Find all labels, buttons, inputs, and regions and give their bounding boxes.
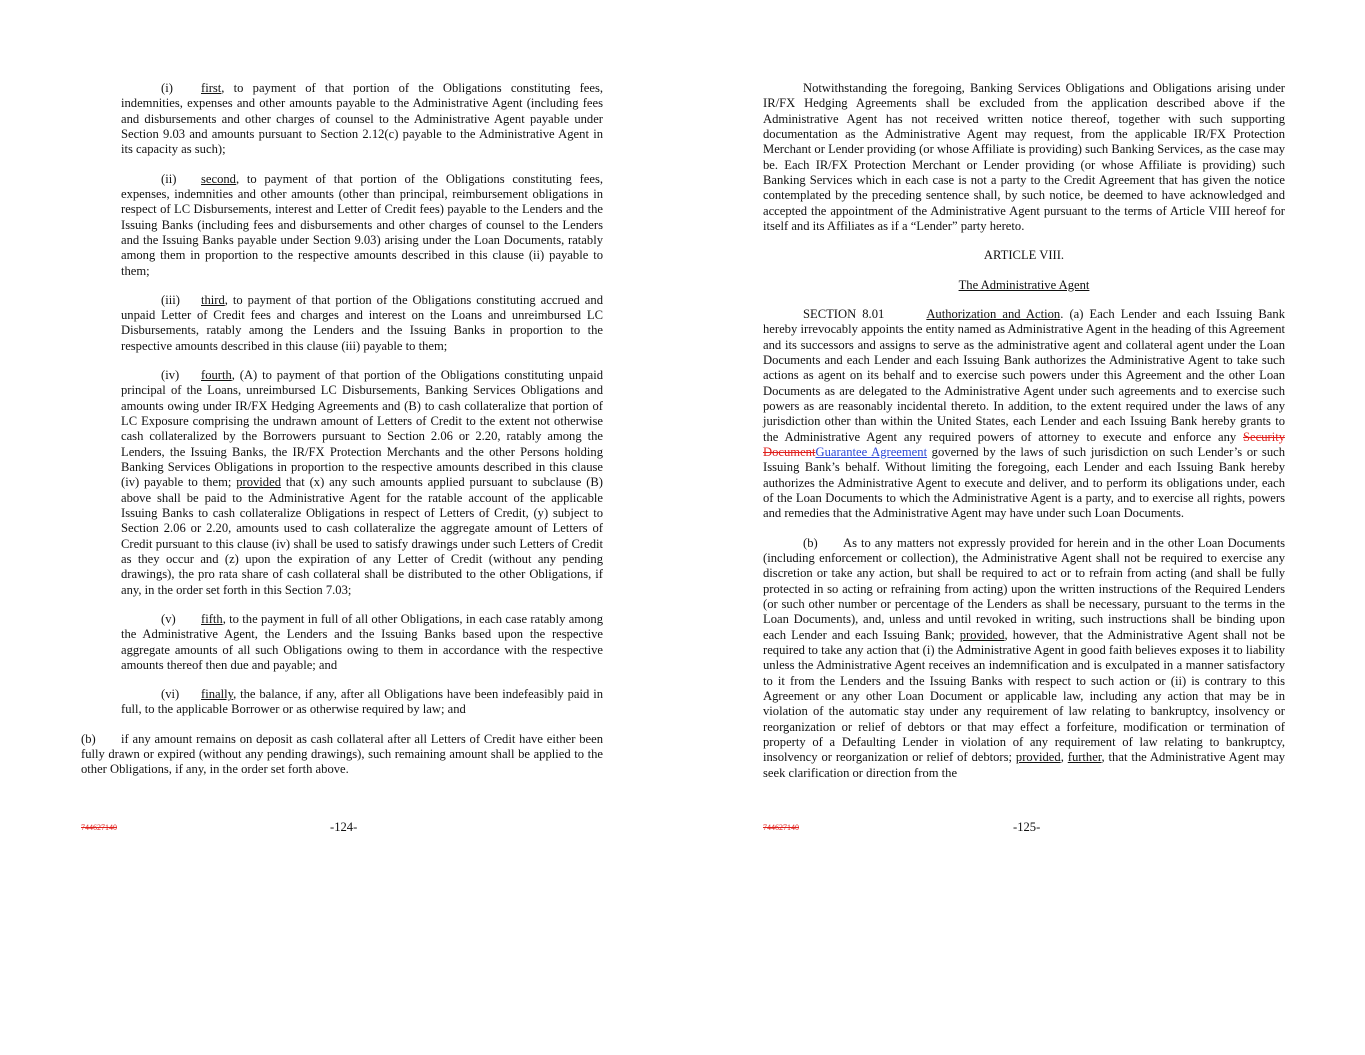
notwithstanding-paragraph: Notwithstanding the foregoing, Banking Services Obligations and Obligations arising under IR/FX Hedging Agreements shall be excluded from the application described above if the Administrative Agent has not received written notice thereof, together with such supporting documentation as the Administrative Agent may request, from the applicable IR/FX Protection Merchant or Lender providing (or whose Affiliate is providing) such Banking Services, as the case may be. Each IR/FX Protection Merchant or Lender providing (or whose Affiliate is providing) such Banking Services which in each case is not a party to the Credit Agreement that has given the notice contemplated by the preceding sentence shall, by such notice, be deemed to have acknowledged and accepted the appointment of the Administrative Agent pursuant to the terms of Article VIII hereof for itself and its Affiliates as if a “Lender” party hereto.	[763, 81, 1285, 234]
section-8-01	[763, 307, 1285, 522]
page-number: -125-	[1013, 820, 1041, 834]
section-text: governed by the laws of such jurisdiction on such Lender’s or such Issuing Bank’s behalf. Without limiting the foregoing, each Lender and each Issuing Bank hereby authorizes the Administrative Agent to execute and deliver, and to perform its obligations under, each of the Loan Documents to which the Administrative Agent is a party, and to exercise all rights, powers and remedies that the Administrative Agent may have under such Loan Documents.	[763, 445, 1285, 521]
right-column	[763, 81, 1285, 795]
clause-ii	[81, 172, 603, 279]
clause-text: , the balance, if any, after all Obligations have been indefeasibly paid in full, to the applicable Borrower or as otherwise required by law; and	[121, 687, 603, 717]
left-column	[81, 81, 603, 791]
deleted-text: Security Document	[763, 429, 1285, 460]
article-title	[763, 278, 1285, 293]
clause-label: (b)	[81, 731, 96, 746]
clause-label: (v)	[161, 611, 176, 626]
clause-term: finally	[201, 687, 234, 702]
proviso-term: provided	[1015, 750, 1061, 765]
clause-iv	[81, 368, 603, 598]
clause-term: fifth	[201, 611, 223, 626]
clause-text: , to the payment in full of all other Obligations, in each case ratably among the Administrative Agent, the Lenders and the Issuing Banks based upon the respective aggregate amounts of all such Obligations owing to them in accordance with the respective amounts thereof then due and payable; and	[121, 611, 603, 672]
clause-label: (vi)	[161, 687, 180, 702]
paragraph-b	[763, 536, 1285, 782]
clause-label: (iii)	[161, 292, 180, 307]
section-number: SECTION 8.01	[803, 306, 885, 321]
section-title: Authorization and Action	[926, 306, 1061, 321]
clause-text: if any amount remains on deposit as cash collateral after all Letters of Credit have either been fully drawn or expired (without any pending drawings), such remaining amount shall be applied to the other Obligations, if any, in the order set forth above.	[81, 731, 603, 777]
clause-i	[81, 81, 603, 158]
article-title-text: The Administrative Agent	[958, 277, 1090, 292]
clause-term: fourth	[201, 367, 232, 382]
page-125	[683, 0, 1365, 1055]
clause-label: (i)	[161, 81, 173, 95]
clause-label: (ii)	[161, 171, 177, 186]
clause-text: , (A) to payment of that portion of the Obligations constituting unpaid principal of the Loans, unreimbursed LC Disbursements, Banking Services Obligations and amounts owing under IR/FX Hedging Agreements and (B) to cash collateralize that portion of LC Exposure comprising the undrawn amount of Letters of Credit to the extent not otherwise cash collateralized by the Borrowers pursuant to Section 2.06 or 2.20, ratably among the Lenders, the Issuing Banks, the IR/FX Protection Merchants and the other Persons holding Banking Services Obligations in proportion to the respective amounts described in this clause (iv) payable to them;	[121, 367, 603, 490]
clause-term: first	[201, 81, 222, 95]
article-heading: ARTICLE VIII.	[983, 248, 1065, 263]
proviso-term: provided	[236, 475, 281, 490]
clause-term: second	[201, 171, 236, 186]
inserted-text: Guarantee Agreement	[815, 445, 928, 460]
clause-text: , to payment of that portion of the Obligations constituting fees, expenses, indemnities and other amounts (other than principal, reimbursement obligations in respect of LC Disbursements, interest and Letter of Credit fees) payable to the Lenders and the Issuing Banks (including fees and disbursements and other charges of counsel to the Lenders and the Issuing Banks payable under Section 9.03) arising under the Loan Documents, ratably among them in proportion to the respective amounts described in this clause (ii) payable to them;	[121, 171, 603, 278]
clause-label: (b)	[803, 535, 818, 550]
clause-text: , however, that the Administrative Agent shall not be required to take any action that (i) the Administrative Agent in good faith believes exposes it to liability unless the Administrative Agent receives an indemnification and is exculpated in a manner satisfactory to it from the Lenders and the Issuing Banks with respect to such action or (ii) is contrary to this Agreement or any other Loan Document or applicable law, including any action that may be in violation of the automatic stay under any requirement of law relating to bankruptcy, insolvency or reorganization or relief of debtors or that may effect a forfeiture, modification or termination of property of a Defaulting Lender in violation of any requirement of law relating to bankruptcy, insolvency or reorganization or relief of debtors;	[763, 627, 1285, 765]
clause-text: , to payment of that portion of the Obligations constituting fees, indemnities, expenses and other amounts payable to the Administrative Agent (including fees and disbursements and other charges of counsel to the Administrative Agent payable under Section 9.03 and amounts pursuant to Section 2.12(c) payable to the Administrative Agent in its capacity as such);	[121, 81, 603, 157]
clause-text: , to payment of that portion of the Obligations constituting accrued and unpaid Letter of Credit fees and charges and interest on the Loans and unreimbursed LC Disbursements, ratably among the Lenders and the Issuing Banks in proportion to the respective amounts described in this clause (iii) payable to them;	[121, 292, 603, 353]
clause-term: third	[201, 292, 225, 307]
clause-label: (iv)	[161, 367, 180, 382]
clause-text: that (x) any such amounts applied pursuant to subclause (B) above shall be paid to the Administrative Agent for the ratable account of the applicable Issuing Banks to cash collateralize Obligations in respect of Letters of Credit, (y) subject to Section 2.06 or 2.20, amounts used to cash collateralize the aggregate amount of Letters of Credit pursuant to this clause (iv) shall be used to satisfy drawings under such Letters of Credit as they occur and (z) upon the expiration of any Letter of Credit (without any pending drawings), the pro rata share of cash collateral shall be distributed to the other Obligations, if any, in the order set forth in this Section 7.03;	[121, 475, 603, 597]
clause-b	[81, 732, 603, 778]
page-124	[0, 0, 682, 1055]
clause-text: , that the Administrative Agent may seek clarification or direction from the	[763, 750, 1286, 780]
clause-v	[81, 612, 603, 673]
document-id: 744627140	[763, 823, 799, 832]
clause-vi	[81, 687, 603, 718]
clause-text: As to any matters not expressly provided for herein and in the other Loan Documents (including enforcement or collection), the Administrative Agent shall not be required to exercise any discretion or take any action, but shall be required to act or to refrain from acting (and shall be fully protected in so acting or refraining from acting) upon the written instructions of the Required Lenders (or such other number or percentage of the Lenders as shall be necessary, pursuant to the terms in the Loan Documents), and, unless and until revoked in writing, such instructions shall be binding upon each Lender and each Issuing Bank;	[763, 535, 1285, 642]
section-text: . (a) Each Lender and each Issuing Bank hereby irrevocably appoints the entity named as Administrative Agent in the heading of this Agreement and its successors and assigns to serve as the administrative agent and collateral agent under the Loan Documents and each Lender and each Issuing Bank authorizes the Administrative Agent to take such actions as agent on its behalf and to exercise such powers under this Agreement and the other Loan Documents as are delegated to the Administrative Agent under such agreements and to exercise such powers as are reasonably incidental thereto. In addition, to the extent required under the laws of any jurisdiction other than within the United States, each Lender and each Issuing Bank hereby grants to the Administrative Agent any required powers of attorney to execute and enforce any	[763, 306, 1285, 444]
clause-text: ,	[1060, 750, 1068, 765]
page-number: -124-	[330, 820, 358, 834]
clause-iii	[81, 293, 603, 354]
proviso-term: provided	[959, 627, 1005, 642]
document-id: 744627140	[81, 823, 117, 832]
further-term: further	[1067, 750, 1102, 765]
